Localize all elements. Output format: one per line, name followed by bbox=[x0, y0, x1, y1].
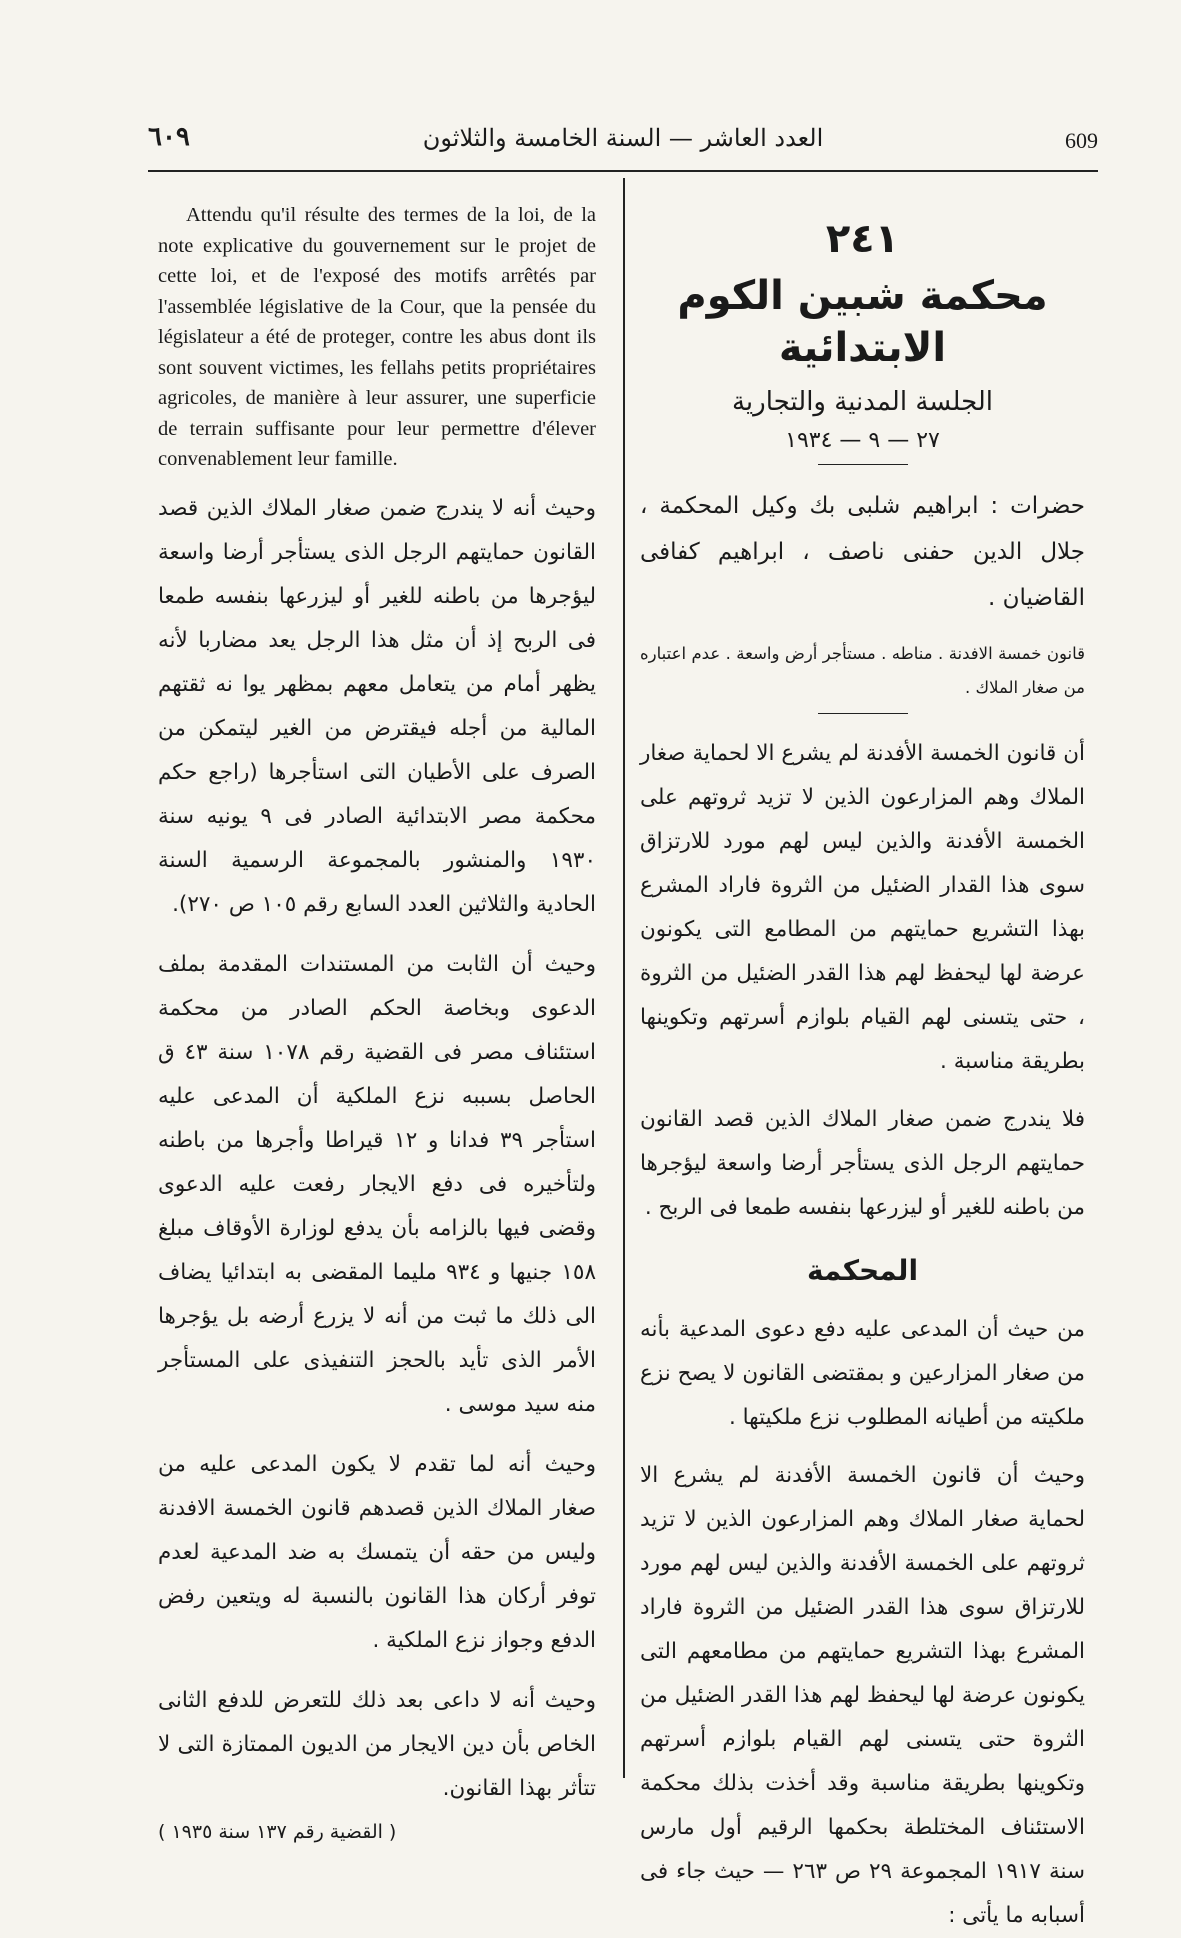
ruling-paragraph-2: وحيث أن قانون الخمسة الأفدنة لم يشرع الا لحماية صغار الملاك وهم المزارعون الذين لا تزيد ثروتهم على الخمسة الأفدنة والذين ليس لهم مورد للارتزاق سوى هذا القدر الضئيل من الثروة فاراد المشرع بهذا التشريع حمايتهم من مطامعهم التى يكونون عرضة لها ليحفظ لهم هذا القدر الضئيل من الثروة حتى يتسنى لهم القيام بلوازم أسرتهم وتكوينها بطريقة مناسبة وقد أخذت بذلك محكمة الاستئناف المختلطة بحكمها الرقيم أول مارس سنة ١٩١٧ المجموعة ٢٩ ص ٢٦٣ — حيث جاء فى أسبابه ما يأتى : bbox=[640, 1463, 1085, 1928]
judges-list: حضرات : ابراهيم شلبى بك وكيل المحكمة ، جلال الدين حفنى ناصف ، ابراهيم كفافى القاضيان . bbox=[640, 493, 1085, 611]
case-reference-footnote: ( القضية رقم ١٣٧ سنة ١٩٣٥ ) bbox=[158, 1820, 397, 1843]
ruling-paragraph-1: من حيث أن المدعى عليه دفع دعوى المدعية بأنه من صغار المزارعين و بمقتضى القانون لا يصح نزع ملكيته من أطيانه المطلوب نزع ملكيتها . bbox=[640, 1317, 1085, 1430]
legal-principle: أن قانون الخمسة الأفدنة لم يشرع الا لحماية صغار الملاك وهم المزارعون الذين لا تزيد ثروتهم على الخمسة الأفدنة والذين ليس لهم مورد للارتزاق سوى هذا القدار الضئيل من الثروة فاراد المشرع بهذا التشريع حمايتهم من المطامع التى يكونون عرضة لها ليحفظ لهم هذا القدر الضئيل من الثروة ، حتى يتسنى لهم القيام بلوازم أسرتهم وتكوينها بطريقة مناسبة . bbox=[640, 741, 1085, 1074]
french-paragraph: Attendu qu'il résulte des termes de la loi, de la note explicative du gouvernement sur le projet de cette loi, et de l'exposé des motifs arrêtés par l'assemblée législative de la Cour, que la pensée du législateur a été de proteger, contre les abus dont ils sont souvent victimes, les fellahs petits propriétaires agricoles, de manière à leur assurer, une superficie de terrain suffisante pour leur permettre d'élever convenablement leur famille. bbox=[158, 204, 596, 470]
court-name: محكمة شبين الكوم الابتدائية bbox=[677, 273, 1048, 371]
session-date: ٢٧ — ٩ — ١٩٣٤ bbox=[785, 428, 940, 453]
left-column bbox=[158, 200, 596, 1843]
case-number: ٢٤١ bbox=[825, 216, 900, 262]
column-divider bbox=[623, 178, 625, 1778]
subject-rule bbox=[818, 713, 908, 714]
right-column bbox=[640, 200, 1085, 1938]
legal-principle-2: فلا يندرج ضمن صغار الملاك الذين قصد القانون حمايتهم الرجل الذى يستأجر أرضا واسعة ليؤجرها من باطنه للغير أو ليزرعها بنفسه طمعا فى الربح . bbox=[640, 1107, 1085, 1220]
subject-keywords: قانون خمسة الافدنة . مناطه . مستأجر أرض واسعة . عدم اعتباره من صغار الملاك . bbox=[640, 644, 1085, 697]
left-paragraph-3: وحيث أنه لما تقدم لا يكون المدعى عليه من صغار الملاك الذين قصدهم قانون الخمسة الافدنة وليس من حقه أن يتمسك به ضد المدعية لعدم توفر أركان هذا القانون بالنسبة له ويتعين رفض الدفع وجواز نزع الملكية . bbox=[158, 1451, 596, 1653]
session-title: الجلسة المدنية والتجارية bbox=[731, 387, 994, 417]
ruling-heading: المحكمة bbox=[806, 1254, 919, 1287]
left-paragraph-2: وحيث أن الثابت من المستندات المقدمة بملف الدعوى وبخاصة الحكم الصادر من محكمة استئناف مصر فى القضية رقم ١٠٧٨ سنة ٤٣ ق الحاصل بسببه نزع الملكية أن المدعى عليه استأجر ٣٩ فدانا و ١٢ قيراطا وأجرها من باطنه ولتأخيره فى دفع الايجار رفعت عليه الدعوى وقضى فيها بالزامه بأن يدفع لوزارة الأوقاف مبلغ ١٥٨ جنيها و ٩٣٤ مليما المقضى به ابتدائيا يضاف الى ذلك ما ثبت من أنه لا يزرع أرضه بل يؤجرها الأمر الذى تأيد بالحجز التنفيذى على المستأجر منه سيد موسى . bbox=[158, 951, 596, 1417]
left-paragraph-1: وحيث أنه لا يندرج ضمن صغار الملاك الذين قصد القانون حمايتهم الرجل الذى يستأجر أرضا واسعة ليؤجرها من باطنه للغير أو ليزرعها بنفسه طمعا فى الربح إذ أن مثل هذا الرجل يعد مضاربا لأنه يظهر أمام من يتعامل معهم بمظهر يوا نه ثقتهم المالية من أجله فيقترض من الغير ليتمكن من الصرف على الأطيان التى استأجرها (راجع حكم محكمة مصر الابتدائية الصادر فى ٩ يونيه سنة ١٩٣٠ والمنشور بالمجموعة الرسمية السنة الحادية والثلاثين العدد السابع رقم ١٠٥ ص ٢٧٠). bbox=[158, 495, 596, 917]
issue-title: العدد العاشر — السنة الخامسة والثلاثون bbox=[422, 124, 824, 152]
left-paragraph-4: وحيث أنه لا داعى بعد ذلك للتعرض للدفع الثانى الخاص بأن دين الايجار من الديون الممتازة التى لا تتأثر بهذا القانون. bbox=[158, 1687, 596, 1801]
page-number-arabic: ٦٠٩ bbox=[148, 122, 190, 152]
header-rule bbox=[148, 170, 1098, 172]
page-number-latin: 609 bbox=[1065, 128, 1098, 153]
page-header bbox=[148, 118, 1098, 158]
date-rule bbox=[818, 464, 908, 465]
